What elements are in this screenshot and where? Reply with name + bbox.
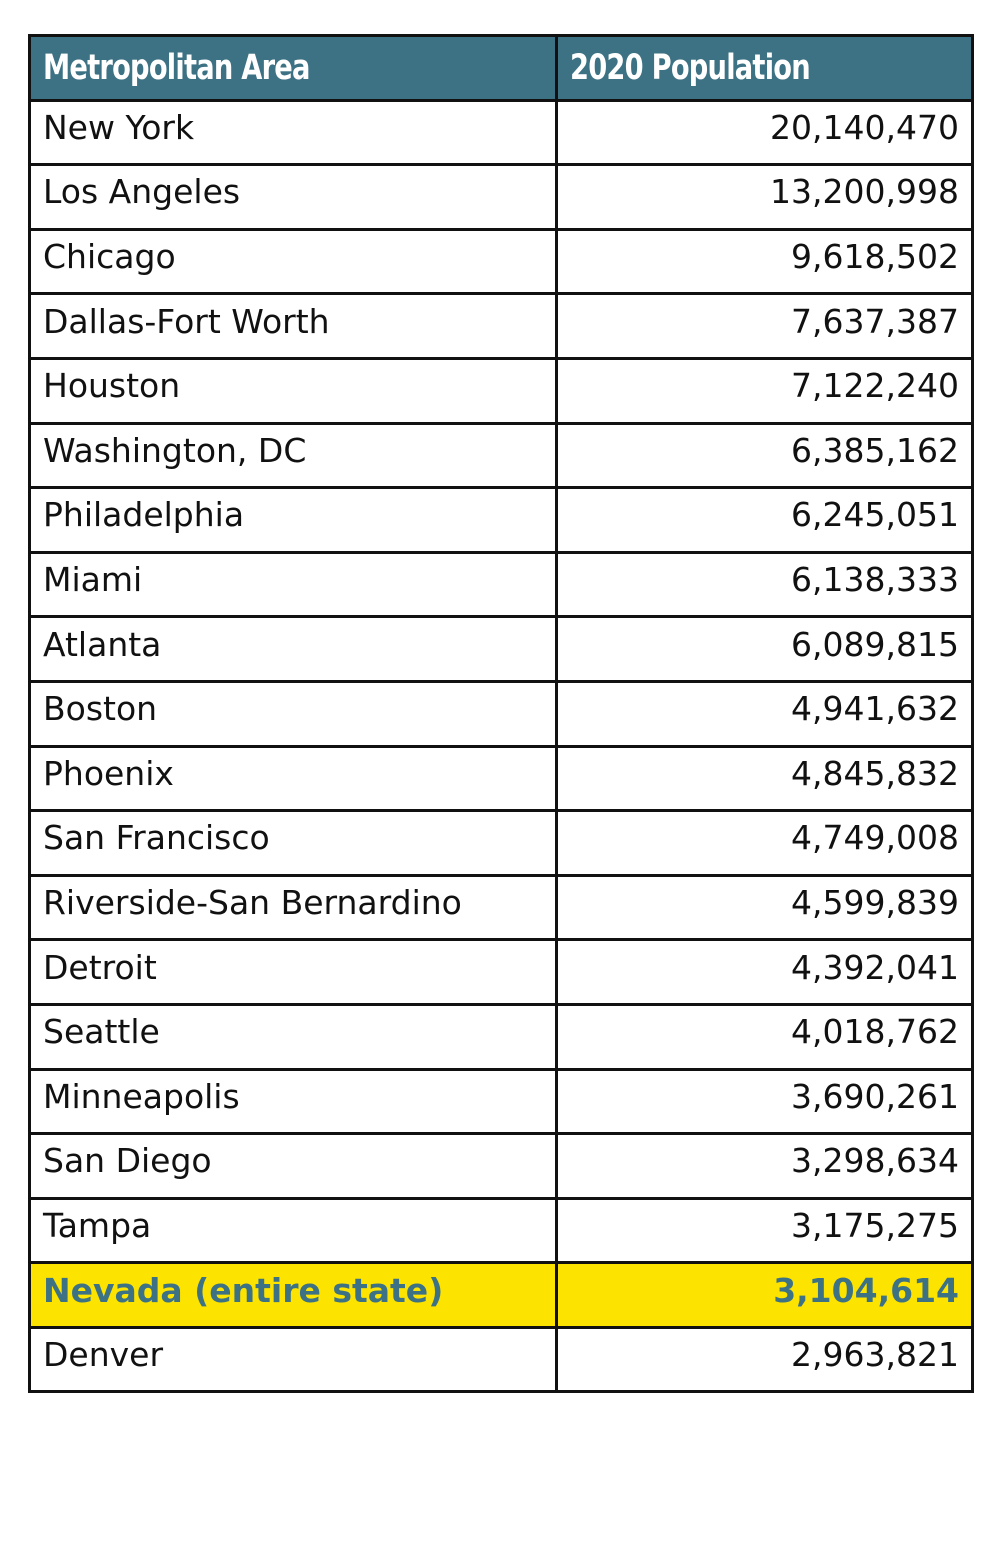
population-table xyxy=(28,34,974,1393)
area-cell: Denver xyxy=(30,1327,557,1392)
area-cell: Dallas-Fort Worth xyxy=(30,294,557,359)
table-row xyxy=(30,1069,973,1134)
population-cell: 6,385,162 xyxy=(557,423,973,488)
area-cell: Miami xyxy=(30,552,557,617)
table-row xyxy=(30,617,973,682)
table-row xyxy=(30,358,973,423)
table-row xyxy=(30,1004,973,1069)
table-row xyxy=(30,1134,973,1199)
population-cell: 4,599,839 xyxy=(557,875,973,940)
population-cell: 7,122,240 xyxy=(557,358,973,423)
header-2020-population: 2020 Population xyxy=(557,36,973,101)
table-row xyxy=(30,681,973,746)
population-cell: 4,749,008 xyxy=(557,811,973,876)
header-metropolitan-area: Metropolitan Area xyxy=(30,36,557,101)
table-row-highlighted xyxy=(30,1263,973,1328)
area-cell: Los Angeles xyxy=(30,165,557,230)
population-cell: 6,138,333 xyxy=(557,552,973,617)
population-cell: 6,089,815 xyxy=(557,617,973,682)
population-cell: 4,845,832 xyxy=(557,746,973,811)
area-cell: Philadelphia xyxy=(30,488,557,553)
population-cell: 4,941,632 xyxy=(557,681,973,746)
area-cell: New York xyxy=(30,100,557,165)
population-cell: 3,104,614 xyxy=(557,1263,973,1328)
area-cell: Nevada (entire state) xyxy=(30,1263,557,1328)
area-cell: Tampa xyxy=(30,1198,557,1263)
population-cell: 3,175,275 xyxy=(557,1198,973,1263)
population-cell: 6,245,051 xyxy=(557,488,973,553)
area-cell: San Diego xyxy=(30,1134,557,1199)
table-row xyxy=(30,940,973,1005)
area-cell: Washington, DC xyxy=(30,423,557,488)
population-cell: 4,018,762 xyxy=(557,1004,973,1069)
table-row xyxy=(30,811,973,876)
area-cell: Houston xyxy=(30,358,557,423)
population-cell: 2,963,821 xyxy=(557,1327,973,1392)
area-cell: Phoenix xyxy=(30,746,557,811)
table-row xyxy=(30,488,973,553)
area-cell: Detroit xyxy=(30,940,557,1005)
population-cell: 3,298,634 xyxy=(557,1134,973,1199)
table-row xyxy=(30,1198,973,1263)
population-cell: 3,690,261 xyxy=(557,1069,973,1134)
area-cell: Minneapolis xyxy=(30,1069,557,1134)
table-row xyxy=(30,294,973,359)
table-row xyxy=(30,423,973,488)
table-row xyxy=(30,746,973,811)
table-row xyxy=(30,1327,973,1392)
table-row xyxy=(30,875,973,940)
population-cell: 20,140,470 xyxy=(557,100,973,165)
population-cell: 7,637,387 xyxy=(557,294,973,359)
table-row xyxy=(30,100,973,165)
table-header-row xyxy=(30,36,973,101)
table-row xyxy=(30,165,973,230)
table-body xyxy=(30,100,973,1392)
area-cell: Riverside-San Bernardino xyxy=(30,875,557,940)
area-cell: Chicago xyxy=(30,229,557,294)
area-cell: Atlanta xyxy=(30,617,557,682)
area-cell: Seattle xyxy=(30,1004,557,1069)
table-row xyxy=(30,229,973,294)
population-cell: 4,392,041 xyxy=(557,940,973,1005)
population-cell: 9,618,502 xyxy=(557,229,973,294)
area-cell: Boston xyxy=(30,681,557,746)
population-cell: 13,200,998 xyxy=(557,165,973,230)
area-cell: San Francisco xyxy=(30,811,557,876)
table-row xyxy=(30,552,973,617)
population-table-container xyxy=(28,34,971,1393)
